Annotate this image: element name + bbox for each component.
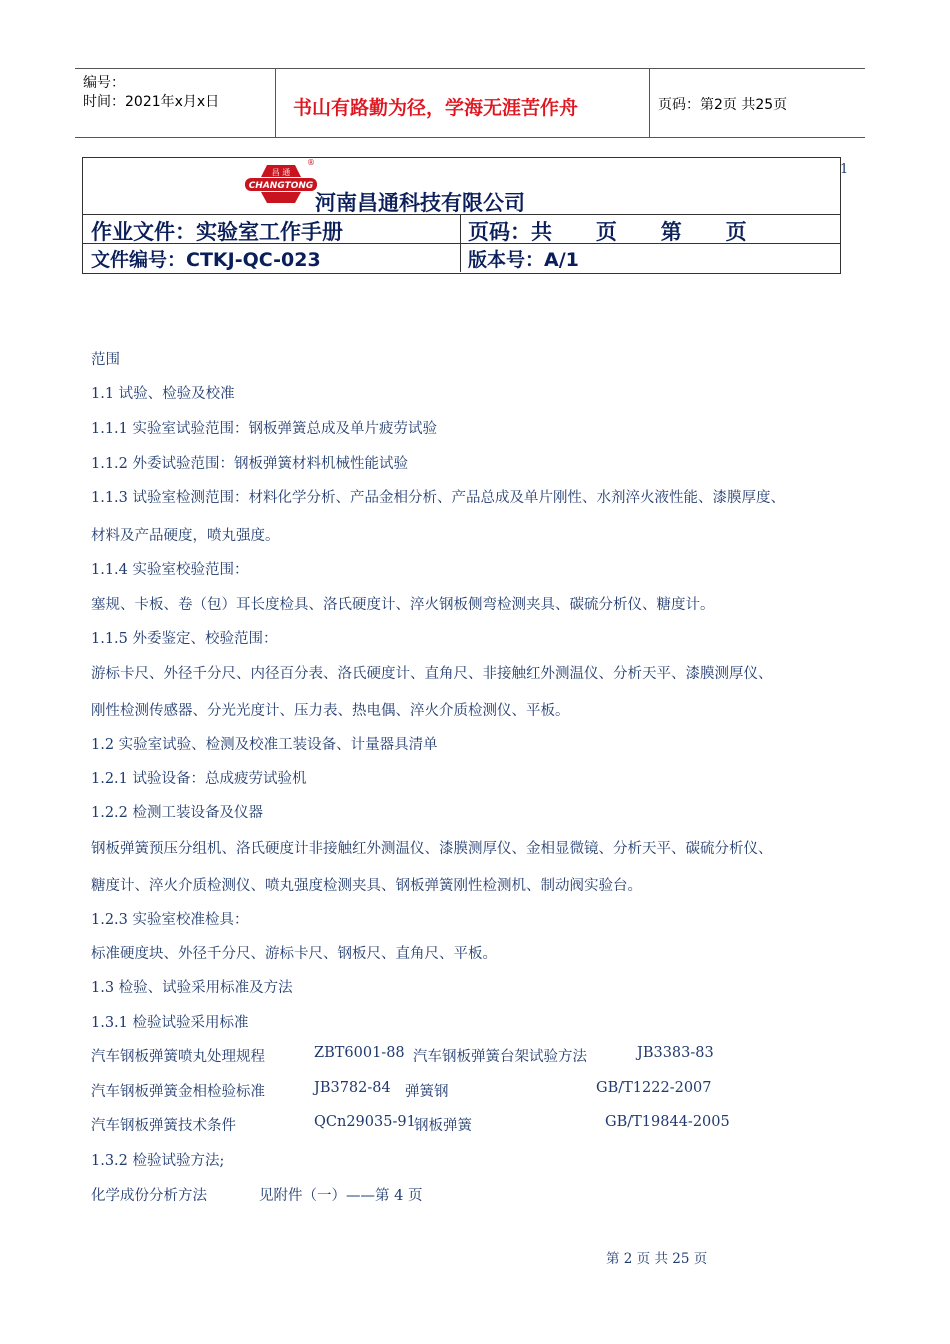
body-line: 范围 xyxy=(91,352,120,368)
body-line: 标准硬度块、外径千分尺、游标卡尺、钢板尺、直角尺、平板。 xyxy=(91,946,497,962)
standard-code: ZBT6001-88 xyxy=(314,1045,405,1061)
standard-code: GB/T1222-2007 xyxy=(596,1080,712,1096)
number-label: 编号： xyxy=(83,75,125,91)
header-page-label: 页码：第2页 共25页 xyxy=(658,97,788,113)
body-line: 塞规、卡板、卷（包）耳长度检具、洛氏硬度计、淬火钢板侧弯检测夹具、碳硫分析仪、糖度计。 xyxy=(91,597,715,613)
standard-name: 钢板弹簧 xyxy=(414,1118,472,1134)
standard-code: QCn29035-91 xyxy=(314,1114,416,1130)
body-line: 1.1.4 实验室校验范围： xyxy=(91,562,249,578)
body-line: 1.1.1 实验室试验范围：钢板弹簧总成及单片疲劳试验 xyxy=(91,421,438,437)
company-name: 河南昌通科技有限公司 xyxy=(315,191,525,215)
method-heading: 1.3.2 检验试验方法; xyxy=(91,1153,225,1169)
method-reference: 见附件（一）——第 4 页 xyxy=(259,1188,423,1204)
registered-mark: ® xyxy=(307,158,315,167)
body-line: 刚性检测传感器、分光光度计、压力表、热电偶、淬火介质检测仪、平板。 xyxy=(91,703,570,719)
header-divider xyxy=(649,69,650,137)
body-line: 游标卡尺、外径千分尺、内径百分表、洛氏硬度计、直角尺、非接触红外测温仪、分析天平、漆膜测厚仪、 xyxy=(91,666,773,682)
body-line: 1.2.2 检测工装设备及仪器 xyxy=(91,805,264,821)
body-line: 糖度计、淬火介质检测仪、喷丸强度检测夹具、钢板弹簧刚性检测机、制动阀实验台。 xyxy=(91,878,642,894)
body-line: 1.2.3 实验室校准检具： xyxy=(91,912,249,928)
corner-mark: 1 xyxy=(840,162,849,177)
body-line: 1.1.5 外委鉴定、校验范围： xyxy=(91,631,278,647)
file-number: 文件编号：CTKJ-QC-023 xyxy=(91,249,321,271)
logo-top-text: 昌 通 xyxy=(271,168,291,177)
standard-code: JB3782-84 xyxy=(314,1080,391,1096)
body-line: 1.1 试验、检验及校准 xyxy=(91,386,235,402)
body-line: 1.3.1 检验试验采用标准 xyxy=(91,1015,249,1031)
header-divider xyxy=(275,69,276,137)
standard-code: GB/T19844-2005 xyxy=(605,1114,730,1130)
body-line: 1.2.1 试验设备：总成疲劳试验机 xyxy=(91,771,307,787)
standard-code: JB3383-83 xyxy=(637,1045,714,1061)
document-header xyxy=(75,68,865,138)
body-line: 材料及产品硬度，喷丸强度。 xyxy=(91,528,280,544)
time-label: 时间：2021年x月x日 xyxy=(83,94,220,110)
body-line: 钢板弹簧预压分组机、洛氏硬度计非接触红外测温仪、漆膜测厚仪、金相显微镜、分析天平、碳硫分析仪、 xyxy=(91,841,773,857)
standard-name: 汽车钢板弹簧技术条件 xyxy=(91,1118,236,1134)
logo-brand-text: CHANGTONG xyxy=(248,181,314,191)
standard-name: 汽车钢板弹簧金相检验标准 xyxy=(91,1084,265,1100)
page-footer: 第 2 页 共 25 页 xyxy=(606,1251,708,1267)
body-line: 1.3 检验、试验采用标准及方法 xyxy=(91,980,293,996)
standard-name: 汽车钢板弹簧台架试验方法 xyxy=(413,1049,587,1065)
standard-name: 弹簧钢 xyxy=(405,1084,449,1100)
body-line: 1.1.3 试验室检测范围：材料化学分析、产品金相分析、产品总成及单片刚性、水剂淬火液性能、漆膜厚度、 xyxy=(91,490,785,506)
header-slogan: 书山有路勤为径，学海无涯苦作舟 xyxy=(293,97,579,119)
company-info-table xyxy=(82,157,841,274)
version-number: 版本号：A/1 xyxy=(468,249,579,271)
standard-name: 汽车钢板弹簧喷丸处理规程 xyxy=(91,1049,265,1065)
body-line: 1.1.2 外委试验范围：钢板弹簧材料机械性能试验 xyxy=(91,456,409,472)
company-logo xyxy=(243,161,319,205)
logo-mark-icon xyxy=(243,161,319,205)
table-col-divider xyxy=(460,214,461,272)
page-code: 页码：共 页 第 页 xyxy=(468,220,747,244)
method-name: 化学成份分析方法 xyxy=(91,1188,207,1204)
doc-label: 作业文件：实验室工作手册 xyxy=(91,220,343,244)
body-line: 1.2 实验室试验、检测及校准工装设备、计量器具清单 xyxy=(91,737,438,753)
